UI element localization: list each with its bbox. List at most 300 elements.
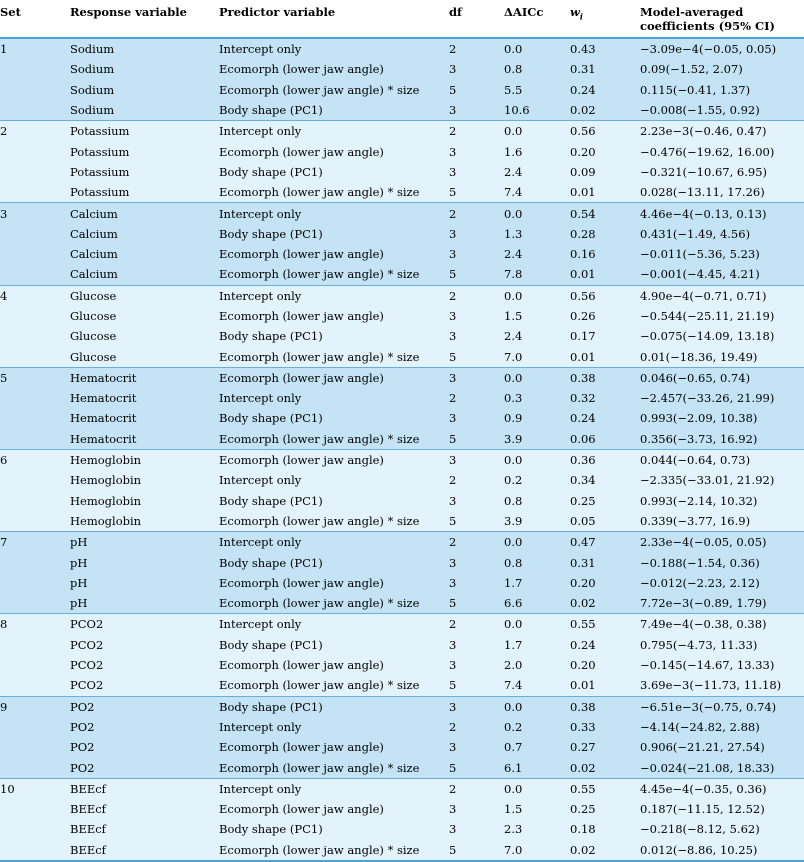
df-cell: 3: [449, 100, 504, 121]
table-row: [0, 799, 804, 819]
coefficient-cell: −0.145(−14.67, 13.33): [640, 655, 804, 675]
df-cell: 5: [449, 264, 504, 285]
weight-cell: 0.24: [570, 408, 640, 428]
delta-aicc-cell: 0.8: [504, 59, 570, 79]
predictor-variable-cell: Ecomorph (lower jaw angle) * size: [219, 593, 449, 614]
df-cell: 3: [449, 326, 504, 346]
df-cell: 5: [449, 80, 504, 100]
set-cell: [0, 326, 70, 346]
predictor-variable-cell: Intercept only: [219, 203, 449, 224]
coefficient-cell: −0.476(−19.62, 16.00): [640, 141, 804, 161]
set-cell: 2: [0, 121, 70, 142]
weight-cell: 0.38: [570, 696, 640, 717]
response-variable-cell: PO2: [70, 696, 219, 717]
predictor-variable-cell: Body shape (PC1): [219, 819, 449, 839]
table-row: [0, 655, 804, 675]
weight-cell: 0.56: [570, 285, 640, 306]
table-row: [0, 696, 804, 717]
set-cell: [0, 655, 70, 675]
set-cell: [0, 552, 70, 572]
delta-aicc-cell: 7.0: [504, 840, 570, 861]
model-set-group: [0, 38, 804, 121]
set-cell: [0, 100, 70, 121]
weight-cell: 0.09: [570, 162, 640, 182]
weight-cell: 0.31: [570, 552, 640, 572]
delta-aicc-cell: 6.6: [504, 593, 570, 614]
coefficient-cell: −2.457(−33.26, 21.99): [640, 388, 804, 408]
df-cell: 3: [449, 655, 504, 675]
header-predictor-variable: Predictor variable: [219, 0, 449, 38]
set-cell: [0, 573, 70, 593]
table-row: [0, 717, 804, 737]
delta-aicc-cell: 6.1: [504, 757, 570, 778]
table-row: [0, 737, 804, 757]
set-cell: 3: [0, 203, 70, 224]
delta-aicc-cell: 0.0: [504, 367, 570, 388]
set-cell: [0, 408, 70, 428]
set-cell: 7: [0, 532, 70, 553]
df-cell: 3: [449, 408, 504, 428]
weight-cell: 0.01: [570, 675, 640, 696]
predictor-variable-cell: Body shape (PC1): [219, 162, 449, 182]
coefficient-cell: −0.075(−14.09, 13.18): [640, 326, 804, 346]
weight-cell: 0.01: [570, 264, 640, 285]
table-row: [0, 675, 804, 696]
response-variable-cell: Hemoglobin: [70, 449, 219, 470]
coefficient-cell: 0.01(−18.36, 19.49): [640, 346, 804, 367]
predictor-variable-cell: Ecomorph (lower jaw angle) * size: [219, 840, 449, 861]
set-cell: [0, 799, 70, 819]
table-row: [0, 388, 804, 408]
coefficient-cell: −4.14(−24.82, 2.88): [640, 717, 804, 737]
header-set: Set: [0, 0, 70, 38]
weight-cell: 0.20: [570, 655, 640, 675]
delta-aicc-cell: 1.5: [504, 306, 570, 326]
table-row: [0, 346, 804, 367]
set-cell: [0, 244, 70, 264]
set-cell: [0, 593, 70, 614]
weight-cell: 0.01: [570, 346, 640, 367]
weight-cell: 0.32: [570, 388, 640, 408]
response-variable-cell: Potassium: [70, 182, 219, 203]
coefficient-cell: −0.011(−5.36, 5.23): [640, 244, 804, 264]
predictor-variable-cell: Ecomorph (lower jaw angle): [219, 449, 449, 470]
response-variable-cell: Hematocrit: [70, 388, 219, 408]
coefficient-cell: 0.012(−8.86, 10.25): [640, 840, 804, 861]
table-row: [0, 141, 804, 161]
predictor-variable-cell: Body shape (PC1): [219, 696, 449, 717]
coefficient-cell: −2.335(−33.01, 21.92): [640, 470, 804, 490]
delta-aicc-cell: 0.2: [504, 717, 570, 737]
weight-cell: 0.20: [570, 573, 640, 593]
response-variable-cell: pH: [70, 532, 219, 553]
table-row: [0, 491, 804, 511]
set-cell: [0, 182, 70, 203]
df-cell: 3: [449, 224, 504, 244]
df-cell: 5: [449, 593, 504, 614]
weight-cell: 0.02: [570, 593, 640, 614]
delta-aicc-cell: 7.0: [504, 346, 570, 367]
predictor-variable-cell: Ecomorph (lower jaw angle) * size: [219, 429, 449, 450]
response-variable-cell: Potassium: [70, 121, 219, 142]
df-cell: 3: [449, 696, 504, 717]
predictor-variable-cell: Ecomorph (lower jaw angle) * size: [219, 675, 449, 696]
predictor-variable-cell: Intercept only: [219, 121, 449, 142]
coefficient-cell: 4.46e−4(−0.13, 0.13): [640, 203, 804, 224]
weight-cell: 0.02: [570, 100, 640, 121]
weight-cell: 0.34: [570, 470, 640, 490]
weight-cell: 0.02: [570, 840, 640, 861]
table-row: [0, 244, 804, 264]
coefficient-cell: 0.044(−0.64, 0.73): [640, 449, 804, 470]
predictor-variable-cell: Ecomorph (lower jaw angle) * size: [219, 182, 449, 203]
predictor-variable-cell: Ecomorph (lower jaw angle): [219, 59, 449, 79]
table-row: [0, 408, 804, 428]
table-row: [0, 532, 804, 553]
model-set-group: [0, 121, 804, 203]
df-cell: 5: [449, 840, 504, 861]
table-row: [0, 38, 804, 59]
set-cell: [0, 819, 70, 839]
set-cell: [0, 429, 70, 450]
weight-cell: 0.33: [570, 717, 640, 737]
response-variable-cell: PCO2: [70, 655, 219, 675]
set-cell: [0, 491, 70, 511]
predictor-variable-cell: Body shape (PC1): [219, 635, 449, 655]
delta-aicc-cell: 0.7: [504, 737, 570, 757]
set-cell: [0, 675, 70, 696]
weight-cell: 0.01: [570, 182, 640, 203]
set-cell: [0, 224, 70, 244]
set-cell: [0, 511, 70, 532]
weight-cell: 0.25: [570, 799, 640, 819]
predictor-variable-cell: Ecomorph (lower jaw angle) * size: [219, 511, 449, 532]
table-row: [0, 203, 804, 224]
table-row: [0, 162, 804, 182]
response-variable-cell: Hemoglobin: [70, 470, 219, 490]
response-variable-cell: BEEcf: [70, 819, 219, 839]
predictor-variable-cell: Ecomorph (lower jaw angle): [219, 573, 449, 593]
delta-aicc-cell: 0.0: [504, 38, 570, 59]
coefficient-cell: 0.028(−13.11, 17.26): [640, 182, 804, 203]
weight-cell: 0.56: [570, 121, 640, 142]
table-row: [0, 573, 804, 593]
header-coefficients-line1: Model-averaged: [640, 5, 744, 19]
set-cell: [0, 757, 70, 778]
response-variable-cell: Hemoglobin: [70, 491, 219, 511]
set-cell: 8: [0, 614, 70, 635]
coefficient-cell: 2.33e−4(−0.05, 0.05): [640, 532, 804, 553]
model-set-group: [0, 696, 804, 778]
coefficient-cell: −0.188(−1.54, 0.36): [640, 552, 804, 572]
set-cell: [0, 635, 70, 655]
weight-cell: 0.05: [570, 511, 640, 532]
delta-aicc-cell: 1.6: [504, 141, 570, 161]
weight-cell: 0.02: [570, 757, 640, 778]
response-variable-cell: Glucose: [70, 346, 219, 367]
set-cell: [0, 80, 70, 100]
table-row: [0, 840, 804, 861]
response-variable-cell: Glucose: [70, 326, 219, 346]
delta-aicc-cell: 3.9: [504, 511, 570, 532]
coefficient-cell: 0.993(−2.09, 10.38): [640, 408, 804, 428]
header-df: df: [449, 0, 504, 38]
delta-aicc-cell: 2.3: [504, 819, 570, 839]
response-variable-cell: Sodium: [70, 100, 219, 121]
coefficient-cell: 0.431(−1.49, 4.56): [640, 224, 804, 244]
set-cell: 5: [0, 367, 70, 388]
model-set-group: [0, 778, 804, 861]
weight-cell: 0.55: [570, 614, 640, 635]
weight-cell: 0.54: [570, 203, 640, 224]
coefficient-cell: 7.49e−4(−0.38, 0.38): [640, 614, 804, 635]
coefficient-cell: 0.906(−21.21, 27.54): [640, 737, 804, 757]
delta-aicc-cell: 1.5: [504, 799, 570, 819]
delta-aicc-cell: 0.0: [504, 121, 570, 142]
delta-aicc-cell: 1.3: [504, 224, 570, 244]
response-variable-cell: pH: [70, 552, 219, 572]
weight-cell: 0.26: [570, 306, 640, 326]
predictor-variable-cell: Intercept only: [219, 717, 449, 737]
set-cell: [0, 346, 70, 367]
coefficient-cell: −0.012(−2.23, 2.12): [640, 573, 804, 593]
coefficient-cell: −0.008(−1.55, 0.92): [640, 100, 804, 121]
table-row: [0, 264, 804, 285]
df-cell: 5: [449, 429, 504, 450]
delta-aicc-cell: 0.0: [504, 532, 570, 553]
model-set-group: [0, 614, 804, 696]
df-cell: 3: [449, 244, 504, 264]
df-cell: 2: [449, 778, 504, 799]
response-variable-cell: PCO2: [70, 635, 219, 655]
df-cell: 3: [449, 635, 504, 655]
weight-cell: 0.27: [570, 737, 640, 757]
table-row: [0, 757, 804, 778]
predictor-variable-cell: Body shape (PC1): [219, 408, 449, 428]
set-cell: [0, 737, 70, 757]
response-variable-cell: pH: [70, 593, 219, 614]
header-row: [0, 0, 804, 38]
df-cell: 3: [449, 162, 504, 182]
df-cell: 5: [449, 675, 504, 696]
coefficient-cell: −0.001(−4.45, 4.21): [640, 264, 804, 285]
header-weight-base: w: [570, 5, 580, 19]
coefficient-cell: 3.69e−3(−11.73, 11.18): [640, 675, 804, 696]
coefficient-cell: −6.51e−3(−0.75, 0.74): [640, 696, 804, 717]
df-cell: 2: [449, 203, 504, 224]
table-row: [0, 635, 804, 655]
df-cell: 3: [449, 306, 504, 326]
response-variable-cell: PCO2: [70, 675, 219, 696]
model-set-group: [0, 449, 804, 531]
df-cell: 2: [449, 532, 504, 553]
weight-cell: 0.24: [570, 80, 640, 100]
predictor-variable-cell: Intercept only: [219, 388, 449, 408]
df-cell: 3: [449, 367, 504, 388]
response-variable-cell: Hemoglobin: [70, 511, 219, 532]
df-cell: 3: [449, 799, 504, 819]
table-row: [0, 614, 804, 635]
delta-aicc-cell: 7.4: [504, 182, 570, 203]
weight-cell: 0.55: [570, 778, 640, 799]
coefficient-cell: 0.09(−1.52, 2.07): [640, 59, 804, 79]
coefficient-cell: −0.218(−8.12, 5.62): [640, 819, 804, 839]
delta-aicc-cell: 7.8: [504, 264, 570, 285]
df-cell: 3: [449, 573, 504, 593]
delta-aicc-cell: 0.8: [504, 491, 570, 511]
response-variable-cell: Hematocrit: [70, 367, 219, 388]
set-cell: [0, 141, 70, 161]
header-response-variable: Response variable: [70, 0, 219, 38]
delta-aicc-cell: 2.4: [504, 162, 570, 182]
df-cell: 5: [449, 346, 504, 367]
header-coefficients-line2: coefficients (95% CI): [640, 19, 775, 33]
predictor-variable-cell: Intercept only: [219, 285, 449, 306]
table-row: [0, 778, 804, 799]
coefficient-cell: 0.795(−4.73, 11.33): [640, 635, 804, 655]
delta-aicc-cell: 1.7: [504, 635, 570, 655]
predictor-variable-cell: Intercept only: [219, 778, 449, 799]
coefficient-cell: −3.09e−4(−0.05, 0.05): [640, 38, 804, 59]
predictor-variable-cell: Ecomorph (lower jaw angle): [219, 244, 449, 264]
set-cell: 9: [0, 696, 70, 717]
table-row: [0, 326, 804, 346]
table-row: [0, 59, 804, 79]
coefficient-cell: 7.72e−3(−0.89, 1.79): [640, 593, 804, 614]
response-variable-cell: PO2: [70, 757, 219, 778]
set-cell: [0, 306, 70, 326]
table-row: [0, 511, 804, 532]
set-cell: [0, 388, 70, 408]
response-variable-cell: pH: [70, 573, 219, 593]
coefficient-cell: 4.45e−4(−0.35, 0.36): [640, 778, 804, 799]
model-set-group: [0, 532, 804, 614]
df-cell: 2: [449, 388, 504, 408]
table-row: [0, 285, 804, 306]
weight-cell: 0.16: [570, 244, 640, 264]
header-weight-subscript: i: [579, 11, 583, 22]
coefficient-cell: −0.544(−25.11, 21.19): [640, 306, 804, 326]
set-cell: [0, 162, 70, 182]
predictor-variable-cell: Body shape (PC1): [219, 491, 449, 511]
set-cell: 4: [0, 285, 70, 306]
weight-cell: 0.18: [570, 819, 640, 839]
weight-cell: 0.43: [570, 38, 640, 59]
response-variable-cell: Sodium: [70, 59, 219, 79]
predictor-variable-cell: Ecomorph (lower jaw angle) * size: [219, 80, 449, 100]
delta-aicc-cell: 10.6: [504, 100, 570, 121]
table-header: [0, 0, 804, 38]
table-row: [0, 367, 804, 388]
predictor-variable-cell: Intercept only: [219, 532, 449, 553]
df-cell: 2: [449, 470, 504, 490]
table-row: [0, 819, 804, 839]
delta-aicc-cell: 0.0: [504, 614, 570, 635]
predictor-variable-cell: Ecomorph (lower jaw angle): [219, 306, 449, 326]
table-row: [0, 224, 804, 244]
set-cell: [0, 470, 70, 490]
predictor-variable-cell: Body shape (PC1): [219, 326, 449, 346]
predictor-variable-cell: Body shape (PC1): [219, 552, 449, 572]
predictor-variable-cell: Ecomorph (lower jaw angle) * size: [219, 346, 449, 367]
response-variable-cell: PO2: [70, 737, 219, 757]
weight-cell: 0.20: [570, 141, 640, 161]
set-cell: [0, 840, 70, 861]
table-row: [0, 449, 804, 470]
response-variable-cell: Hematocrit: [70, 429, 219, 450]
model-set-group: [0, 367, 804, 449]
delta-aicc-cell: 0.2: [504, 470, 570, 490]
df-cell: 2: [449, 717, 504, 737]
weight-cell: 0.31: [570, 59, 640, 79]
predictor-variable-cell: Ecomorph (lower jaw angle): [219, 141, 449, 161]
table-row: [0, 121, 804, 142]
response-variable-cell: BEEcf: [70, 778, 219, 799]
delta-aicc-cell: 2.4: [504, 244, 570, 264]
predictor-variable-cell: Intercept only: [219, 614, 449, 635]
set-cell: 6: [0, 449, 70, 470]
df-cell: 2: [449, 285, 504, 306]
response-variable-cell: PO2: [70, 717, 219, 737]
table-row: [0, 100, 804, 121]
weight-cell: 0.24: [570, 635, 640, 655]
set-cell: [0, 717, 70, 737]
header-delta-aicc: ΔAICc: [504, 0, 570, 38]
predictor-variable-cell: Ecomorph (lower jaw angle) * size: [219, 757, 449, 778]
df-cell: 3: [449, 737, 504, 757]
response-variable-cell: PCO2: [70, 614, 219, 635]
coefficient-cell: −0.024(−21.08, 18.33): [640, 757, 804, 778]
df-cell: 2: [449, 614, 504, 635]
df-cell: 5: [449, 757, 504, 778]
weight-cell: 0.06: [570, 429, 640, 450]
predictor-variable-cell: Ecomorph (lower jaw angle): [219, 367, 449, 388]
response-variable-cell: BEEcf: [70, 840, 219, 861]
delta-aicc-cell: 0.0: [504, 449, 570, 470]
delta-aicc-cell: 5.5: [504, 80, 570, 100]
table-row: [0, 182, 804, 203]
response-variable-cell: Potassium: [70, 162, 219, 182]
table-row: [0, 80, 804, 100]
model-set-group: [0, 203, 804, 285]
weight-cell: 0.25: [570, 491, 640, 511]
coefficient-cell: 0.187(−11.15, 12.52): [640, 799, 804, 819]
df-cell: 3: [449, 491, 504, 511]
response-variable-cell: Calcium: [70, 264, 219, 285]
weight-cell: 0.36: [570, 449, 640, 470]
response-variable-cell: Calcium: [70, 244, 219, 264]
df-cell: 3: [449, 141, 504, 161]
table-row: [0, 552, 804, 572]
delta-aicc-cell: 0.8: [504, 552, 570, 572]
coefficient-cell: 4.90e−4(−0.71, 0.71): [640, 285, 804, 306]
header-weight: [570, 0, 640, 38]
response-variable-cell: Hematocrit: [70, 408, 219, 428]
coefficient-cell: 0.356(−3.73, 16.92): [640, 429, 804, 450]
table-row: [0, 593, 804, 614]
predictor-variable-cell: Body shape (PC1): [219, 224, 449, 244]
response-variable-cell: Sodium: [70, 38, 219, 59]
df-cell: 3: [449, 819, 504, 839]
response-variable-cell: Glucose: [70, 306, 219, 326]
table-row: [0, 306, 804, 326]
df-cell: 2: [449, 121, 504, 142]
delta-aicc-cell: 3.9: [504, 429, 570, 450]
coefficient-cell: −0.321(−10.67, 6.95): [640, 162, 804, 182]
delta-aicc-cell: 0.0: [504, 778, 570, 799]
delta-aicc-cell: 0.0: [504, 696, 570, 717]
predictor-variable-cell: Ecomorph (lower jaw angle): [219, 799, 449, 819]
